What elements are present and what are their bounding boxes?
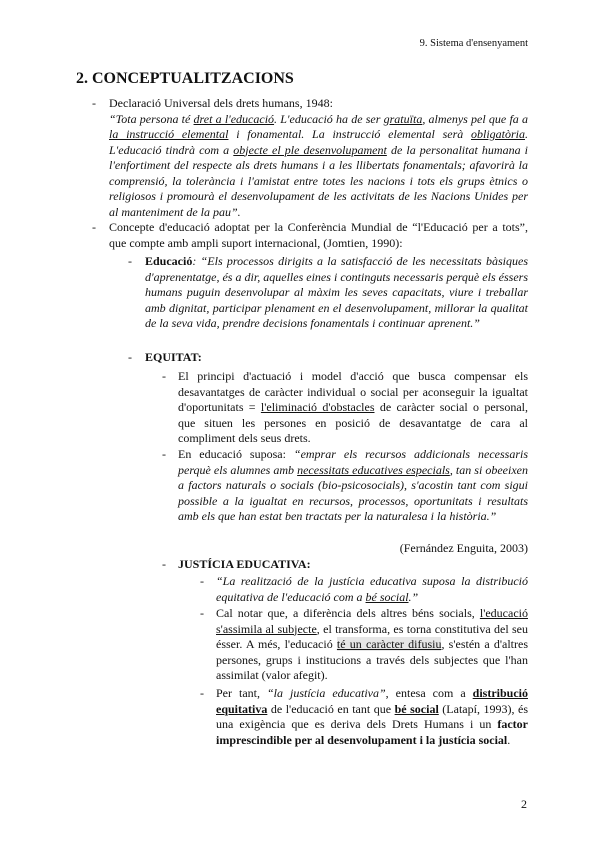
equitat-heading: EQUITAT: [145,350,202,364]
bullet-dash: - [200,686,204,700]
educacio-definition: Educació: “Els processos dirigits a la satisfacció de les necessitats bàsiques d'aprenentatge, és a dir, aquelles eines i continguts necessaris perquè els éssers humans puguin desenvolupar al màxim les seves capacitats, viure i treballar amb dignitat, participar plenament en el desenvolupament, millorar la qualitat de la seva vida, prendre decisions fonamentals i continuar aprenent.” [145,254,528,330]
bullet-dash: - [162,447,166,461]
bullet-dash: - [92,220,96,234]
equitat-definition: El principi d'actuació i model d'acció que busca compensar els desavantatges de caràcter individual o social per aconseguir la igualtat d'oportunitats = l'eliminació d'obstacles de caràcter social o personal, que situen les persones en posició de desavantatge de cara al compliment dels seus drets. [178,369,528,445]
bullet-dash: - [128,254,132,268]
justicia-heading: JUSTÍCIA EDUCATIVA: [178,557,311,571]
declaration-intro: Declaració Universal dels drets humans, 1948: [109,96,333,110]
jomtien-intro: Concepte d'educació adoptat per la Conferència Mundial de “l'Educació per a tots”, que compte amb ampli suport internacional, (Jomtien, 1990): [109,220,528,250]
page-number: 2 [521,797,527,811]
declaration-quote: “Tota persona té dret a l'educació. L'educació ha de ser gratuïta, almenys pel que fa a la instrucció elemental i fonamental. La instrucció elemental serà obligatòria. L'educació tindrà com a objecte el ple desenvolupament de la personalitat humana i l'enfortiment del respecte als drets humans i a les llibertats fonamentals; afavorirà la comprensió, la tolerància i l'amistat entre totes les nacions i tots els grups ètnics o religiosos i promourà el desenvolupament de les activitats de les Nacions Unides per al manteniment de la pau”. [109,111,529,219]
declaration-block [109,96,528,220]
bullet-dash: - [200,574,204,588]
bullet-dash: - [162,557,166,571]
justicia-note: Cal notar que, a diferència dels altres béns socials, l'educació s'assimila al subjecte, el transforma, es torna constitutiva del seu ésser. A més, l'educació té un caràcter difusiu, s'estén a d'altres persones, grups i institucions a través dels subjectes que l'han assimilat (valor afegit). [216,606,529,682]
justicia-conclusion: Per tant, “la justícia educativa”, entesa com a distribució equitativa de l'educació en tant que bé social (Latapí, 1993), és una exigència que es deriva dels Drets Humans i un factor imprescindible per al desenvolupament i la justícia social. [216,686,528,747]
citation: (Fernández Enguita, 2003) [399,541,528,555]
bullet-dash: - [92,96,96,110]
running-header: 9. Sistema d'ensenyament [419,38,528,49]
bullet-dash: - [162,369,166,383]
equitat-education: En educació suposa: “emprar els recursos addicionals necessaris perquè els alumnes amb necessitats educatives especials, tan si obeeixen a factors naturals o socials (bio-psicosocials), s'acostin tant com sigui possible a la igualtat en recursos, processos, oportunitats i resultats amb els que han estat ben tractats per la naturalesa i la història.” [178,447,528,523]
bullet-dash: - [200,606,204,620]
justicia-quote: “La realització de la justícia educativa suposa la distribució equitativa de l'educació com a bé social.” [216,574,528,604]
section-title: 2. CONCEPTUALITZACIONS [76,70,294,87]
bullet-dash: - [128,350,132,364]
